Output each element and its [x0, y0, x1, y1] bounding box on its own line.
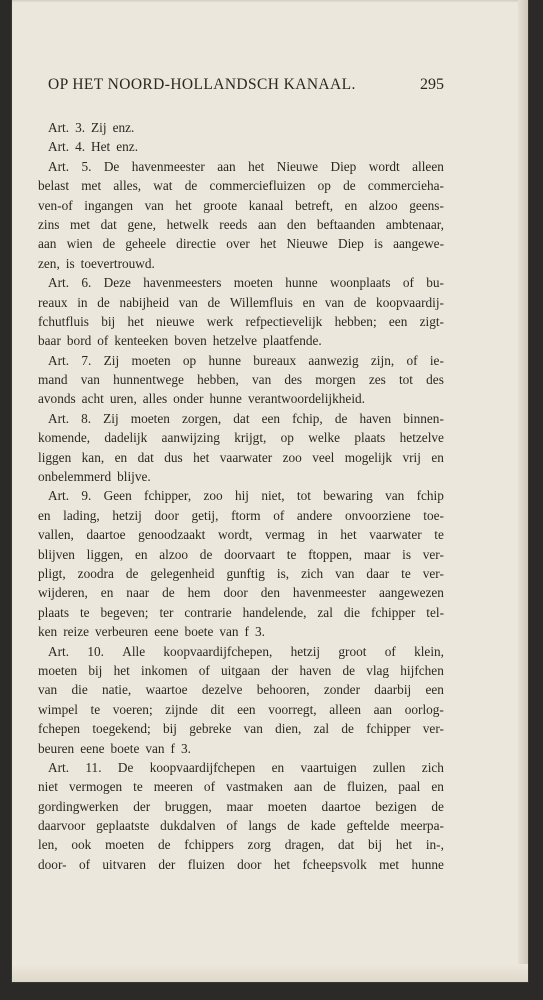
text-line: daarvoor geplaatste dukdalven of langs de kade geftelde meerpa-	[38, 818, 444, 834]
text-line: zins met dat gene, hetwelk reeds aan den beftaanden ambtenaar,	[38, 216, 444, 232]
text-line: blijven liggen, en alzoo de doorvaart te ftoppen, maar is ver-	[38, 546, 444, 562]
text-line: van die natie, waartoe dezelve behooren, zonder daarbij een	[38, 682, 444, 698]
page-bottom-margin	[12, 964, 528, 982]
text-line: mand van hunnentwege hebben, van des morgen zes tot des	[38, 372, 444, 388]
text-line: beuren eene boete van f 3.	[38, 740, 191, 756]
text-line: ven-of ingangen van het groote kanaal betreft, en alzoo geens-	[38, 197, 444, 213]
text-line: avonds acht uren, alles onder hunne verantwoordelijkheid.	[38, 391, 365, 407]
text-line: Art. 8. Zij moeten zorgen, dat een fchip, de haven binnen-	[48, 410, 444, 426]
text-line: ken reize verbeuren eene boete van f 3.	[38, 624, 265, 640]
text-line: wimpel te voeren; zijnde dit een voorregt, alleen aan oorlog-	[38, 701, 444, 717]
text-line: Art. 7. Zij moeten op hunne bureaux aanwezig zijn, of ie-	[48, 352, 444, 368]
text-line: onbelemmerd blijve.	[38, 469, 151, 485]
text-line: vallen, daartoe genoodzaakt wordt, vermag in het vaarwater te	[38, 527, 444, 543]
text-line: aan wien de geheele directie over het Nieuwe Diep is aangewe-	[38, 236, 444, 252]
text-line: Art. 6. Deze havenmeesters moeten hunne woonplaats of bu-	[48, 275, 444, 291]
text-line: Art. 5. De havenmeester aan het Nieuwe Diep wordt alleen	[48, 158, 444, 174]
text-line: gordingwerken der bruggen, maar moeten daartoe bezigen de	[38, 798, 444, 814]
text-line: reaux in de nabijheid van de Willemfluis en van de koopvaardij-	[38, 294, 444, 310]
text-line: moeten bij het inkomen of uitgaan der haven de vlag hijfchen	[38, 662, 444, 678]
text-line: Art. 4. Het enz.	[48, 139, 139, 155]
running-header	[48, 76, 444, 94]
text-line: len, ook moeten de fchippers zorg dragen, dat bij het in-,	[38, 837, 444, 853]
page-edge	[518, 0, 528, 982]
text-line: fchutfluis bij het nieuwe werk refpectievelijk hebben; een zigt-	[38, 313, 444, 329]
page-number: 295	[420, 76, 444, 93]
page-body-text	[38, 118, 444, 874]
text-line: zen, is toevertrouwd.	[38, 255, 155, 271]
text-line: en lading, hetzij door getij, ftorm of andere onvoorziene toe-	[38, 507, 444, 523]
text-line: liggen kan, en dat dus het vaarwater zoo veel mogelijk vrij en	[38, 449, 444, 465]
text-line: Art. 3. Zij enz.	[48, 120, 135, 135]
text-line: plaats te begeven; ter contrarie handelende, zal die fchipper tel-	[38, 604, 444, 620]
text-line: komende, dadelijk aanwijzing krijgt, op welke plaats hetzelve	[38, 430, 444, 446]
text-line: fchepen toegekend; bij gebreke van dien, zal de fchipper ver-	[38, 721, 444, 737]
text-line: baar bord of kenteeken boven hetzelve plaatfende.	[38, 333, 322, 349]
text-line: Art. 10. Alle koopvaardijfchepen, hetzij groot of klein,	[48, 643, 444, 659]
text-line: Art. 11. De koopvaardijfchepen en vaartuigen zullen zich	[48, 759, 444, 775]
text-line: pligt, zoodra de gelegenheid gunftig is, zich van daar te ver-	[38, 565, 444, 581]
running-title: OP HET NOORD-HOLLANDSCH KANAAL.	[48, 76, 356, 93]
text-line: niet vermogen te meeren of vastmaken aan de fluizen, paal en	[38, 779, 444, 795]
text-line: belast met alles, wat de commerciefluizen op de commercieha-	[38, 178, 444, 194]
text-line: wijderen, en naar de hem door den havenmeester aangewezen	[38, 585, 444, 601]
text-line: Art. 9. Geen fchipper, zoo hij niet, tot bewaring van fchip	[48, 488, 444, 504]
text-line: door- of uitvaren der fluizen door het fcheepsvolk met hunne	[38, 856, 444, 872]
book-page	[12, 0, 528, 982]
